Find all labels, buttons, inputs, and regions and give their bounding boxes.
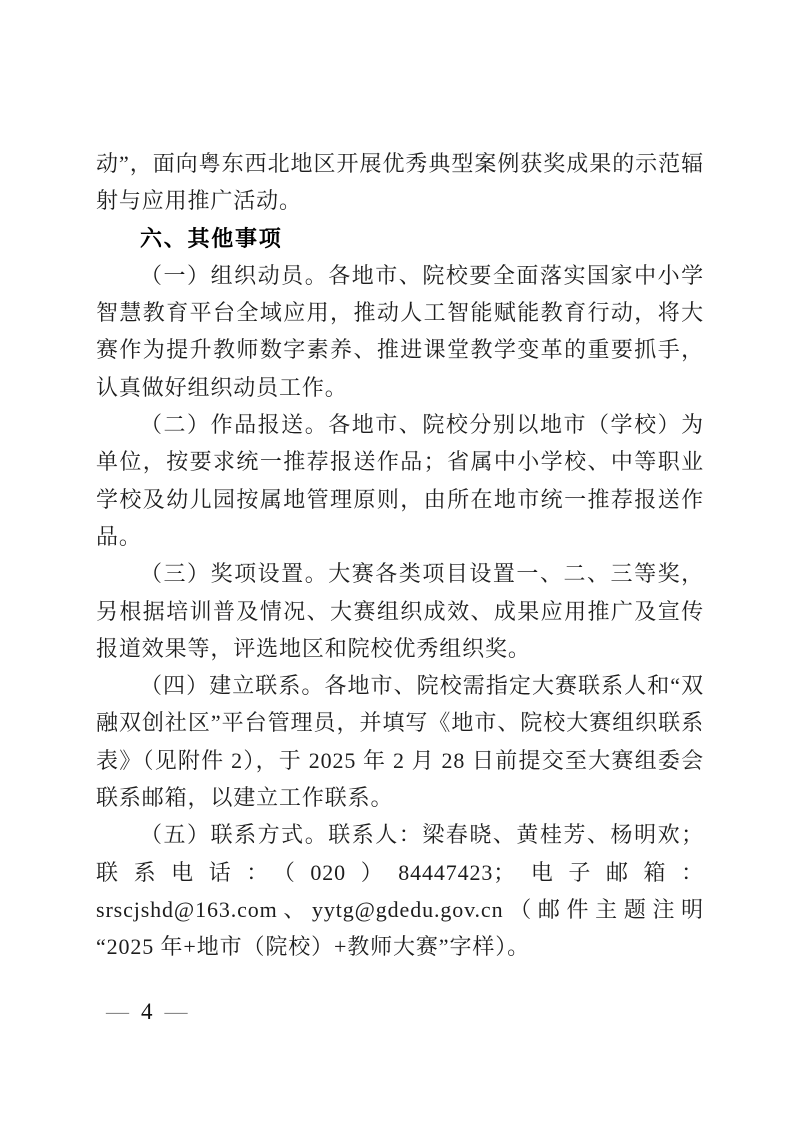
document-body [96, 145, 704, 966]
section-heading: 六、其他事项 [140, 225, 283, 251]
item-paragraph-5: （五）联系方式。联系人：梁春晓、黄桂芳、杨明欢；联系电话：（020）84447423；电子邮箱：srscjshd@163.com、yytg@gdedu.gov.cn（邮件主题注明“2025 年+地市（院校）+教师大赛”字样）。 [96, 822, 704, 960]
item-paragraph-4: （四）建立联系。各地市、院校需指定大赛联系人和“双融双创社区”平台管理员，并填写《地市、院校大赛组织联系表》（见附件 2），于 2025 年 2 月 28 日前提交至大赛组委会联系邮箱，以建立工作联系。 [96, 673, 704, 811]
page-number: 4 [141, 999, 153, 1024]
continuation-paragraph: 动”，面向粤东西北地区开展优秀典型案例获奖成果的示范辐射与应用推广活动。 [96, 151, 704, 214]
item-paragraph-1: （一）组织动员。各地市、院校要全面落实国家中小学智慧教育平台全域应用，推动人工智能赋能教育行动，将大赛作为提升教师数字素养、推进课堂教学变革的重要抓手，认真做好组织动员工作。 [96, 262, 704, 400]
item-paragraph-3: （三）奖项设置。大赛各类项目设置一、二、三等奖，另根据培训普及情况、大赛组织成效、成果应用推广及宣传报道效果等，评选地区和院校优秀组织奖。 [96, 561, 704, 661]
footer-left-dash: — [106, 999, 129, 1024]
item-paragraph-2: （二）作品报送。各地市、院校分别以地市（学校）为单位，按要求统一推荐报送作品；省属中小学校、中等职业学校及幼儿园按属地管理原则，由所在地市统一推荐报送作品。 [96, 412, 704, 549]
page-footer [104, 998, 190, 1026]
footer-right-dash: — [164, 999, 188, 1024]
